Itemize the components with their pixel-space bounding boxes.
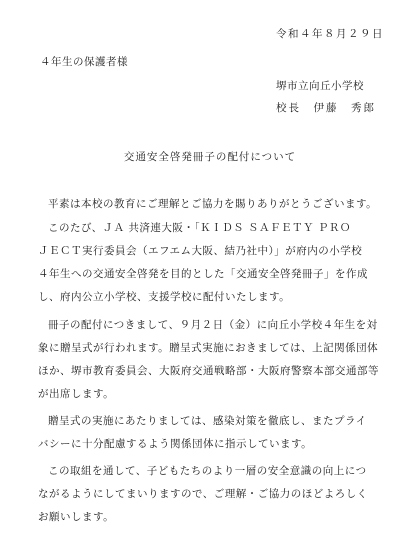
- body-paragraph-line: 象に贈呈式が行われます。贈呈式実施におきましては、上記関係団体: [38, 342, 379, 354]
- body-paragraph-line: し、府内公立小学校、支援学校に配付いたします。: [38, 291, 291, 303]
- document-date: 令和４年８月２９日: [276, 28, 384, 40]
- body-paragraph-line: ながるようにしてまいりますので、ご理解・ご協力のほどよろしく: [38, 488, 368, 500]
- recipient-line: ４年生の保護者様: [40, 56, 128, 68]
- body-paragraph-line: このたび、ＪＡ 共済連大阪・「ＫＩＤＳ ＳＡＦＥＴＹ ＰＲＯ: [48, 222, 351, 234]
- body-paragraph-line: ほか、堺市教育委員会、大阪府交通戦略部・大阪府警察本部交通部等: [38, 365, 379, 377]
- body-paragraph-line: が出席します。: [38, 388, 115, 400]
- body-paragraph-line: お願いします。: [38, 511, 115, 523]
- body-paragraph-line: 冊子の配付につきまして、９月２日（金）に向丘小学校４年生を対: [48, 319, 378, 331]
- body-paragraph-line: バシーに十分配慮するよう関係団体に指示しています。: [38, 438, 313, 450]
- body-paragraph-line: ＪＥＣＴ実行委員会（エフエム大阪、結乃社中）」が府内の小学校: [38, 245, 363, 257]
- sender-name: 校長 伊藤 秀郎: [276, 102, 376, 114]
- sender-organization: 堺市立向丘小学校: [276, 80, 364, 92]
- document-subject: 交通安全啓発冊子の配付について: [123, 151, 297, 163]
- body-paragraph-line: 贈呈式の実施にあたりましては、感染対策を徹底し、またプライ: [48, 415, 367, 427]
- body-paragraph-line: 平素は本校の教育にご理解とご協力を賜りありがとうございます。: [48, 198, 378, 210]
- body-paragraph-line: ４年生への交通安全啓発を目的とした「交通安全啓発冊子」を作成: [38, 268, 368, 280]
- body-paragraph-line: この取組を通して、子どもたちのより一層の安全意識の向上につ: [48, 465, 367, 477]
